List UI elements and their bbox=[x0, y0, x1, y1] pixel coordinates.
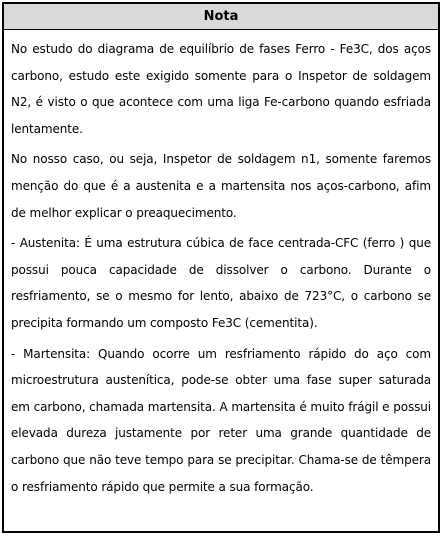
paragraph-intro: No estudo do diagrama de equilíbrio de fases Ferro - Fe3C, dos aços carbono, estudo este exigido somente para o Inspetor de soldagem N2, é visto o que acontece com uma liga Fe-carbono quando esfriada lentamente. bbox=[11, 42, 431, 136]
paragraph-martensita: - Martensita: Quando ocorre um resfriamento rápido do aço com microestrutura austenítica, pode-se obter uma fase super saturada em carbono, chamada martensita. A martensita é muito frágil e possui elevada dureza justamente por reter uma grande quantidade de carbono que não teve tempo para se precipitar. Chama-se de têmpera o resfriamento rápido que permite a sua formação. bbox=[11, 346, 431, 494]
paragraph-scope: No nosso caso, ou seja, Inspetor de soldagem n1, somente faremos menção do que é a austenita e a martensita nos aços-carbono, afim de melhor explicar o preaquecimento. bbox=[11, 152, 431, 220]
note-box bbox=[2, 2, 440, 533]
note-body bbox=[4, 30, 438, 500]
paragraph-austenita: - Austenita: É uma estrutura cúbica de face centrada-CFC (ferro ) que possui pouca capacidade de dissolver o carbono. Durante o resfriamento, se o mesmo for lento, abaixo de 723°C, o carbono se precipita formando um composto Fe3C (cementita). bbox=[11, 236, 431, 330]
note-title: Nota bbox=[4, 4, 438, 30]
